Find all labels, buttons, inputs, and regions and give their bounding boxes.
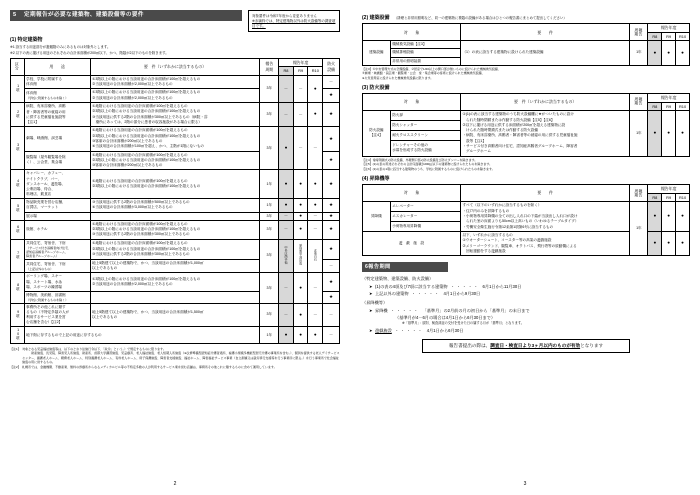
table-header-row (11, 58, 340, 67)
highlight-underline: 調査日・検査日より3ヶ月以内のものが有効 (490, 343, 581, 349)
requirement-text: ①3階以上の階における当該用途の合計床面積が100㎡を超えるもの ②当該用途の合計床面積が2,000㎡以上であるもの (90, 273, 260, 291)
requirement-text: ①地階における当該用途の合計床面積が100㎡を超えるもの ②3階以上の階における当該用途の合計床面積が100㎡を超えるもの ③客席の合計床面積が200㎡以上であるもの (90, 151, 260, 170)
table-row (11, 103, 340, 127)
requirement-text: ①(1)の表に該当する建築物のうち防火設備欄に★がついたものに設け られた随時閉鎖または作動する防火設備【注5】【注6】 ②以下に掲げる用途に供する床面積が200㎡を超える建築物に設 けられた随時閉鎖式または作動する防火設備 ・病院、有床診療所、高齢者・障害者等の就寝の用に供する児童福祉施 設等【注1】 ・サービス付き高齢者向け住宅、認知症高齢者グループホーム、障害者 グループホーム (460, 111, 629, 157)
section6-wrap (362, 262, 690, 353)
footnote (362, 167, 690, 171)
mark-r10: ● (676, 41, 690, 65)
cycle-value: 3年 (260, 103, 279, 127)
mark-r10: － (308, 273, 323, 303)
bouka-mark: ★ (323, 89, 340, 103)
use-name: 事務所その他これに類す るもの（不特定多数の人が 利用するサービス業を営 む店舗を含む）【注2】 (24, 303, 90, 326)
kubun-cell: 2項 (11, 103, 25, 127)
requirement-text: （1）の表に該当する建築物に設けられた建築設備 (460, 41, 629, 65)
kubun-cell: 9項 (11, 303, 25, 326)
use-name: 共同住宅、寄宿舎、下宿 （上記以外のもの） (24, 259, 90, 273)
footnote-body: (1)の表の1項に該当する建築物のうち、学校に附属するものに設けられたものを除きます。 (372, 166, 495, 171)
bouka-mark: ★ (323, 170, 340, 198)
cycle-value: 1年 (260, 327, 279, 344)
kubun-cell: 7項 (11, 239, 25, 273)
use-name-sub: （サービス付き高齢者向け住宅、 認知症高齢者グループホーム、 障害者グループホーム） (26, 245, 72, 258)
kubun-cell: 3項 (11, 127, 25, 170)
bullet-marker: ➤ (369, 327, 373, 333)
requirement-text: 地上5階建て以上の建築物で、かつ、当該用途の合計床面積が1,000㎡ 以上であるもの (90, 259, 260, 273)
cycle-value: 3年 (260, 127, 279, 170)
kubun-cell: 5項 (11, 198, 25, 220)
col-header-taishou: 対 象 (363, 24, 461, 41)
mark-r8: ● (279, 127, 294, 170)
use-name: 観覧場（屋外観覧場を除 く）、公会堂、集会場 (24, 151, 90, 170)
footnote-body: 対象となる児童福祉施設等は、以下のとおり法施行令以下、「政令」という。）で規定するものに限ります。 助産施設、乳児院、障害児入所施設、助産所、首都大学講習施設、児童療育、老人福祉施設、老人短期入所施設（※改修準備型認知症介護者通所、看護小規模多機能型居宅介護の事業所を含む。）、個別を提供する老人デイサービスセンター、養護老人ホーム、軽費老人ホーム、特別養護老人ホーム、有料老人ホーム、母子保護施設、障害者支援施設、福祉ホーム、障害福祉サービス事業（自立訓練又は就労移行支援等を行う事業所に限る。）を行う事業所で社会福祉施設の用に供するもの。 (22, 346, 340, 364)
section6-group2-sub2: ※「基準月」：原則、検査済証の交付を受けた日の属する月が「基準月」となります。 (402, 321, 524, 326)
footnote-label: 【注5】 (362, 162, 373, 167)
requirement-text (90, 212, 260, 220)
item-label: 機械排煙設備 (390, 49, 460, 57)
table-row (11, 239, 340, 259)
section6-group2-sub1: （基準月が4－6月の場合は4月1日から6月30日まで） (395, 314, 496, 320)
mark-r9: ● (293, 212, 308, 220)
yuugi-mark-r8: ● (648, 231, 662, 255)
yuugi-label: 遊 戯 施 設 (363, 231, 461, 255)
col-header-youken: 要 件 (460, 24, 629, 41)
mark-r10: ● (676, 202, 690, 232)
table-row (11, 273, 340, 291)
bouka-mark: ★ (323, 239, 340, 259)
section5-banner (10, 10, 242, 21)
use-name: 旅館、ホテル (24, 220, 90, 239)
section6-group2-items (362, 307, 690, 335)
bullet-line (369, 327, 690, 334)
use-name: 病院、有床診療所、高齢 者・障害者等の就寝の用 に供する児童福祉施設等 【注1】 (24, 103, 90, 127)
col-header-year-r10: R10 (308, 67, 323, 76)
left-footnotes (10, 347, 340, 370)
kenchiku-setsubi-table (362, 23, 690, 65)
bouka-mark: － (323, 327, 340, 344)
mark-r10: 北東白石 (308, 239, 323, 273)
bullet-text: 昇降機 (375, 307, 388, 313)
col-header-year-r9: R9 (662, 193, 676, 202)
bouka-mark: ★ (323, 291, 340, 303)
use-name: 共同住宅、寄宿舎、下宿 （サービス付き高齢者向け住宅、 認知症高齢者グループホーム、 障害者グループホーム） (24, 239, 90, 259)
requirement-text: ①地階における当該用途の合計床面積が100㎡を超えるもの ②3階以上の階における当該用途の合計床面積が100㎡を超えるもの ③当該用途に供する2階の合計床面積が300㎡以上であるもの（病院・診 療所にあっては、2階の部分に患者の収容施設がある場合に限る） (90, 103, 260, 127)
bullet-line (369, 290, 690, 297)
cycle-value: 1年 (260, 170, 279, 198)
section6-title: 報告期間 (368, 263, 391, 270)
col-header-youken: 要 件（いずれかに該当するもの） (90, 58, 260, 75)
cycle-value: 1年 (260, 198, 279, 212)
mark-r8: － (279, 220, 294, 239)
subsection1-prenotes (10, 45, 340, 55)
table-row (11, 198, 340, 212)
mark-r9: ● (293, 303, 308, 326)
section6-banner (362, 262, 448, 272)
item-label: 機械換気設備【注3】 (390, 41, 460, 49)
bullet-dots: ・・・・・ (450, 283, 480, 289)
item-label: 耐火クロススクリーン (390, 130, 460, 140)
kubun-cell: 8項 (11, 273, 25, 303)
cycle-value: 1年 (630, 202, 648, 256)
mark-r10: － (308, 303, 323, 326)
bullet-marker: ➤ (369, 283, 373, 289)
table-header-row (363, 185, 690, 194)
section5-header-row (10, 10, 340, 32)
footnote-body: ①中央管理方式の空調設備、②居室で1/20以上の開口部が無いものに設けられた機械換気設備、 ③劇場・映画館・演芸場・観覧場・公会 堂・集会場等の客席に設けられた機械換気設備、 ※火気使用室に設けられた機械換気設備に限ります。 (362, 67, 501, 80)
bouka-setsubi-table (362, 93, 690, 157)
footnote-body: 札幌市では、金融機関、不動産業、無料の診療所からなるメディカルビル等の不特定多数の人が利用するサービス業を営む店舗は、事務所その他これに類するものに含めて運用しています。 (22, 365, 277, 370)
footnote-body: 常時閉鎖式の防火設備、外壁開口部の防火設備及び防火ダンパーを除きます。 (372, 158, 478, 163)
bullet-text: 上記以外の建築物 (375, 290, 409, 296)
mark-r8: ● (279, 170, 294, 198)
section6-group1-title: （特定建築物、建築設備、防火設備） (362, 276, 434, 282)
bouka-mark: ★ (323, 220, 340, 239)
mark-r9: ● (293, 327, 308, 344)
subsection1-note2: ※2 以下の表に掲げる用途のそれぞれの合計床面積が200㎡以下、かつ、階数が2以下のものを除きます。 (10, 50, 169, 55)
bouka-mark: － (323, 259, 340, 273)
bouka-mark: － (323, 75, 340, 89)
kubun-cell: 4項 (11, 170, 25, 198)
highlight-box (422, 339, 630, 353)
section6-group2-title: （昇降機等） (362, 300, 388, 306)
col-header-nendo: 報告年度 (648, 185, 690, 194)
mark-r8: ● (648, 111, 662, 157)
mark-r10: ● (308, 170, 323, 198)
right-page-number: 3 (523, 480, 527, 487)
group-label-bouka-setsubi: 防火設備 【注4】 (363, 111, 391, 157)
item-label: エレベーター (390, 202, 460, 212)
bullet-text: (1)の表の4項及び7項に該当する建築物 (375, 283, 448, 289)
bouka-mark: ★ (323, 127, 340, 151)
table-row (11, 327, 340, 344)
subsection1-note1: ※1 該当する用途部分が避難階のみにあるものは対象外とします。 (10, 45, 111, 50)
mark-r8: ● (648, 41, 662, 65)
mark-r9: ● (662, 202, 676, 232)
cycle-value: 1年 (630, 111, 648, 157)
footnote-body: (1)の表の用途それぞれの合計床面積が200㎡以下の建築物に設けられたものを除きます。 (372, 162, 493, 167)
bouka-mark: ★ (323, 273, 340, 291)
table-row (11, 220, 340, 239)
group-label-shoukouki: 昇降機 (363, 202, 391, 232)
cycle-value: 3年 (260, 212, 279, 220)
col-header-year-r10: R10 (676, 102, 690, 111)
item-label: 小荷物専用昇降機 (390, 222, 460, 232)
mark-r8: － (279, 75, 294, 102)
section5-number: 5 (13, 12, 17, 19)
use-name: 学校、学校に附属する 体育館 (24, 75, 90, 89)
table-row (11, 127, 340, 151)
mark-r9: ● (662, 41, 676, 65)
footnote-label: 【注2】 (10, 365, 21, 370)
use-name: 物品販売業を営む店舗、 百貨店、マーケット (24, 198, 90, 212)
table-row (11, 303, 340, 326)
bullet-value: 6月1日から11月30日 (482, 283, 522, 289)
col-header-year-r9: R9 (293, 67, 308, 76)
page-right (350, 0, 700, 495)
use-name: 地下街に存するもので上記の用途に存するもの (24, 327, 260, 344)
mark-r9: ● (662, 111, 676, 157)
requirement-text: ①地階における当該用途の合計床面積が100㎡を超えるもの ②3階以上の階における当該用途の合計床面積が100㎡を超えるもの ③客席の合計床面積が200㎡以上であるもの ④当該用途の合計床面積が100㎡を超え、かつ、主階が1階にないもの (90, 127, 260, 151)
footnote (10, 365, 340, 369)
mark-r9: ● (293, 273, 308, 303)
mark-r10: ● (308, 327, 323, 344)
col-header-year-r10: R10 (676, 193, 690, 202)
mark-r8: － (279, 212, 294, 220)
item-label: 防火シャッター (390, 121, 460, 131)
cycle-value: 3年 (260, 75, 279, 102)
cycle-value: 3年 (260, 220, 279, 239)
bullet-text: 遊戯施設 (375, 327, 392, 333)
requirement-text: ③当該用途に供する2階の合計床面積が500㎡以上であるもの ④当該用途の合計床面積が3,000㎡以上であるもの (90, 198, 260, 212)
requirement-text: ①地階における当該用途の合計床面積が100㎡を超えるもの ②3階以上の階における当該用途の合計床面積が100㎡を超えるもの ③当該用途に供する2階の合計床面積が300㎡以上であるもの (90, 220, 260, 239)
col-header-youto: 用 途 (24, 58, 90, 75)
item-label: 非常用の照明装置 (390, 57, 460, 65)
bouka-mark: ★ (323, 103, 340, 127)
use-name: ボーリング場、スキー 場、スケート場、水泳 場、スポーツの練習場 (24, 273, 90, 291)
mark-r9: ● (293, 170, 308, 198)
tokutei-kenchikubutsu-table (10, 58, 340, 344)
use-name-sub: （学校に附属するものを除く） (26, 297, 69, 302)
mark-r8: ● (279, 327, 294, 344)
col-header-nendo: 報告年度 (648, 94, 690, 103)
col-header-year-r10: R10 (676, 32, 690, 41)
mark-r9: － (293, 103, 308, 127)
col-header-cycle: 報告 周期 (630, 94, 648, 111)
col-header-year-r8: R8 (648, 193, 662, 202)
highlight-prefix: 報告書提出の際は、 (448, 343, 491, 349)
bullet-dots: ・・・・・ (390, 307, 420, 313)
mark-r10: ● (308, 103, 323, 127)
table-header-row (363, 24, 690, 33)
use-name: 博物館、美術館、図書館 （学校に附属するものを除く） (24, 291, 90, 303)
mark-r9: － (293, 75, 308, 102)
mark-r10: － (308, 212, 323, 220)
use-name-sub: （上記以外のもの） (26, 266, 54, 271)
shoukouki-table (362, 184, 690, 256)
cycle-value: 3年 (260, 239, 279, 273)
mark-r9: ● (293, 198, 308, 212)
bullet-dots: ・・・・・ (394, 327, 424, 333)
bullet-marker: ➤ (369, 307, 373, 313)
kubun-cell: 1項 (11, 75, 25, 102)
mark-r8: 中央区西手稲 (279, 239, 294, 273)
requirement-text: 地上5階建て以上の建築物で、かつ、当該用途の合計床面積が1,500㎡ 以上であるもの (90, 303, 260, 326)
footnote-label: 【注4】 (362, 158, 373, 163)
mark-r10: ● (308, 198, 323, 212)
bouka-mark: ★ (323, 212, 340, 220)
col-header-youken: 要 件 (460, 185, 629, 202)
bullet-value: 「基準月」の2月前の月の初日から「基準月」の末日まで (422, 307, 530, 313)
highlight-suffix: となります (580, 343, 604, 349)
requirement-text: ①3階以上の階における当該用途の合計床面積が100㎡を超えるもの ②当該用途の合計床面積が2,000㎡以上であるもの (90, 89, 260, 103)
section5-title: 定期報告が必要な建築物、建築設備等の要件 (24, 12, 144, 19)
yuugi-mark-r10: ● (676, 231, 690, 255)
col-header-nendo: 報告年度 (648, 24, 690, 33)
use-name: 展示場 (24, 212, 90, 220)
col-header-year-r9: R9 (662, 32, 676, 41)
table-row (11, 212, 340, 220)
col-header-taishou: 対 象 (363, 94, 461, 111)
col-header-year-r8: R8 (648, 32, 662, 41)
section6-number: 6 (365, 263, 369, 270)
requirement-text (90, 291, 260, 303)
footnote-label: 【注3】 (362, 67, 373, 72)
requirement-text: すべて（以下のいずれかに該当するものを除く） ・住戸内のみを昇降するもの ・小荷物専用昇降機の全ての出し入れ口の下端が当該出し入れ口が設け られた室の床面よりも50cm以上高いもの（いわゆるテーブルタイプ） ・労働安全衛生施行令第12条第1項第6号に該当するもの (460, 202, 629, 232)
section5-note-line1: 対象要件は令和7年度から変更ありません (252, 13, 317, 18)
subsection2-title-note: （排煙と非常用照明など、同一の建築物に複数の設備がある場合はひとつの報告書にまとめて提出してください） (393, 16, 567, 20)
bullet-line (369, 283, 690, 290)
table-row (11, 170, 340, 198)
item-label: エスカレーター (390, 212, 460, 222)
table-row (11, 75, 340, 89)
item-label: 防火扉 (390, 111, 460, 121)
bouka-mark: ★ (323, 198, 340, 212)
section6-body (362, 275, 690, 334)
section5-note-line2: ※赤線枠では、特定建築物以外は防火設備等の調査項目です。 (252, 18, 336, 28)
subsection2-footnote (362, 67, 690, 80)
mark-r9: 厚別豊平清田南 (293, 239, 308, 273)
mark-r9: － (293, 127, 308, 170)
table-row (363, 41, 690, 49)
bullet-value: 4月1日から6月30日 (426, 327, 464, 333)
subsection2-title-row (362, 15, 690, 21)
yuugi-requirement-text: 以下、いずれかに該当するもの ①ウオーターシュート、コースター等の高架の遊戯施設 ②メリーゴーラウンド、観覧車、オクトパス、飛行塔等の原動機による 回転運動をする遊戯施設 (460, 231, 629, 255)
footnote-label: 【注6】 (362, 166, 373, 171)
col-header-taishou: 対 象 (363, 185, 461, 202)
mark-r8: － (279, 273, 294, 303)
col-header-year-r8: R8 (648, 102, 662, 111)
mark-r10: ● (308, 75, 323, 102)
mark-r8: ● (279, 198, 294, 212)
requirement-text: ①地階における当該用途の合計床面積が100㎡を超えるもの ②3階以上の階における当該用途の合計床面積が100㎡を超えるもの (90, 170, 260, 198)
subsection2-title: (2) 建築設備 (362, 15, 390, 21)
use-name: 劇場、映画館、演芸場 (24, 127, 90, 151)
kubun-cell: 10項 (11, 327, 25, 344)
item-label: ドレンチャーその他の 水幕を形成する防火設備 (390, 140, 460, 156)
yuugi-mark-r9: ● (662, 231, 676, 255)
col-header-cycle: 報告 周期 (260, 58, 279, 75)
cycle-value: 3年 (260, 273, 279, 303)
bullet-dots: ・・・・・ (411, 290, 441, 296)
left-page-number: 2 (173, 480, 177, 487)
section5-note-box (248, 10, 340, 32)
use-name: 体育館 （学校に附属するものを除く） (24, 89, 90, 103)
table-header-row (363, 94, 690, 103)
requirement-text: ①3階以上の階における当該用途の合計床面積が100㎡を超えるもの ②当該用途の合計床面積が2,000㎡以上であるもの (90, 75, 260, 89)
col-header-year-r9: R9 (662, 102, 676, 111)
requirement-text: ①地階における当該用途の合計床面積が100㎡を超えるもの ②3階以上の階における当該用途の合計床面積が100㎡を超えるもの ③当該用途に供する2階の合計床面積が300㎡以上であるもの (90, 239, 260, 259)
subsection3-title: (3) 防火設備 (362, 84, 390, 91)
bullet-value: 4月1日から9月30日 (443, 290, 481, 296)
use-name-sub: （学校に附属するものを除く） (26, 96, 69, 101)
mark-r10: ● (676, 111, 690, 157)
table-row (363, 111, 690, 121)
mark-r10: － (308, 127, 323, 170)
col-header-cycle: 報告 周期 (630, 185, 648, 202)
table-row (363, 202, 690, 212)
mark-r8: － (279, 303, 294, 326)
mark-r9: ● (293, 220, 308, 239)
subsection4-title: (4) 昇降機等 (362, 175, 390, 182)
cycle-value: 3年 (260, 303, 279, 326)
group-label-kenchiku-setsubi: 建築設備 (363, 41, 391, 65)
mark-r8: － (279, 103, 294, 127)
section6-group1-items (362, 283, 690, 298)
subsection3-footnotes (362, 158, 690, 171)
footnote (10, 347, 340, 364)
use-name: キャバレー、カフェー、 ナイトクラブ、バー、 ダンスホール、遊技場、 公衆浴場、待合、 料理店、飲食店 (24, 170, 90, 198)
kubun-cell: 6項 (11, 220, 25, 239)
bullet-line (369, 307, 690, 314)
cycle-value: 1年 (630, 41, 648, 65)
mark-r8: ● (648, 202, 662, 232)
bouka-mark: ★ (323, 151, 340, 170)
col-header-nendo: 報告年度 (279, 58, 323, 67)
col-header-cycle: 報告 周期 (630, 24, 648, 41)
col-header-bouka: 防火 設備 (323, 58, 340, 75)
footnote-label: 【注1】 (10, 346, 21, 351)
col-header-year-r8: R8 (279, 67, 294, 76)
col-header-youken: 要 件（いずれかに該当するもの） (460, 94, 629, 111)
bouka-mark: － (323, 303, 340, 326)
subsection1-title: (1) 特定建築物 (10, 37, 43, 44)
bullet-marker: ➤ (369, 290, 373, 296)
col-header-kubun: 区分 (11, 58, 25, 75)
mark-r10: － (308, 220, 323, 239)
